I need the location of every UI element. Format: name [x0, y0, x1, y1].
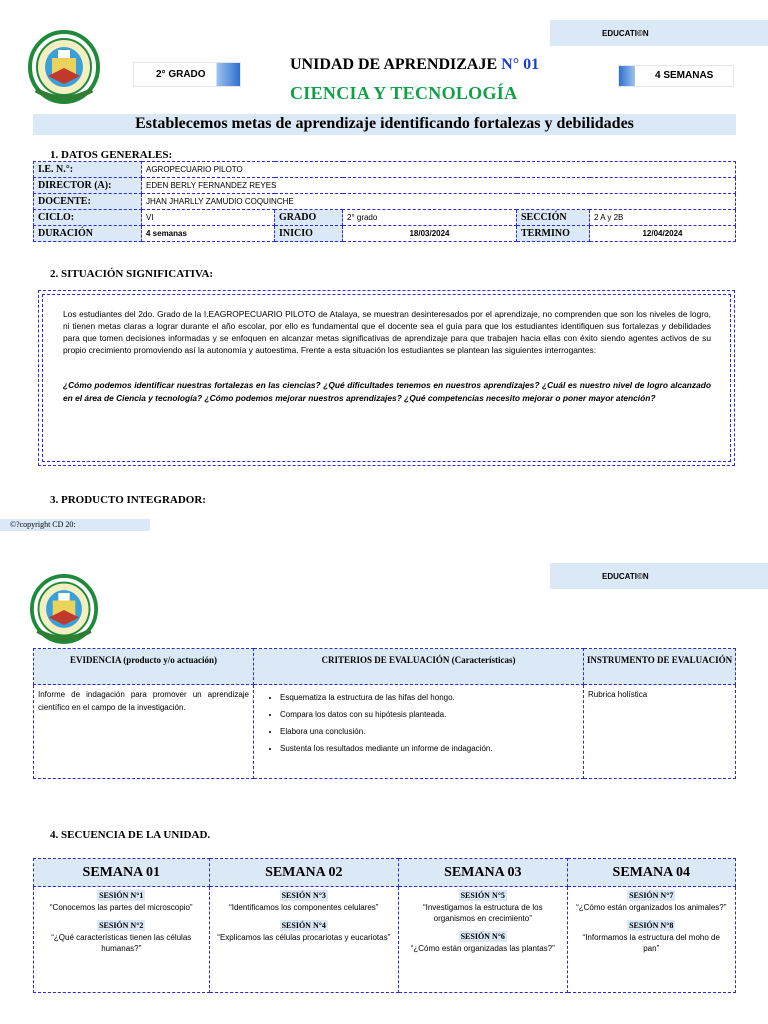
grado-label: GRADO: [275, 210, 343, 226]
session-text: “Conocemos las partes del microscopio”: [49, 903, 193, 912]
main-title: Establecemos metas de aprendizaje identificando fortalezas y debilidades: [33, 114, 736, 135]
session-text: “¿Cómo están organizadas las plantas?”: [410, 944, 555, 953]
grade-badge: 2° GRADO: [133, 62, 241, 87]
brand-label: EDUCATI©N: [602, 29, 649, 38]
week-3-title: SEMANA 03: [399, 859, 567, 887]
situacion-heading: 2. SITUACIÓN SIGNIFICATIVA:: [50, 268, 214, 280]
list-item: • Esquematiza la estructura de las hifas del hongo.: [280, 692, 579, 704]
ie-value: AGROPECUARIO PILOTO: [142, 162, 736, 178]
week-1-cell: [34, 887, 210, 993]
table-row: [34, 210, 736, 226]
unit-title: [290, 56, 539, 74]
week-1-title: SEMANA 01: [34, 859, 210, 887]
unit-number: N° 01: [501, 56, 540, 73]
inicio-value: 18/03/2024: [343, 226, 517, 242]
copyright-note: ©?copyright CD 20:: [0, 519, 150, 531]
table-row: [34, 887, 736, 993]
session-label: SESIÓN N°6: [460, 932, 505, 941]
docente-label: DOCENTE:: [34, 194, 142, 210]
criterios-cell: [254, 685, 584, 779]
brand-label: EDUCATI©N: [602, 572, 649, 581]
criterios-list: [280, 692, 579, 755]
session-label: SESIÓN N°7: [629, 891, 674, 900]
session-label: SESIÓN N°2: [99, 921, 144, 930]
list-item: • Compara los datos con su hipótesis planteada.: [280, 709, 579, 721]
datos-table: [33, 161, 736, 242]
session-label: SESIÓN N°5: [460, 891, 505, 900]
table-row: [34, 685, 736, 779]
table-header-row: [34, 859, 736, 887]
instrumento-cell: Rubrica holística: [584, 685, 736, 779]
week-4-title: SEMANA 04: [567, 859, 736, 887]
week-4-cell: [567, 887, 736, 993]
session-text: “Explicamos las células procariotas y eucariotas”: [217, 933, 391, 942]
producto-heading: 3. PRODUCTO INTEGRADOR:: [50, 494, 206, 506]
weeks-badge: 4 SEMANAS: [618, 65, 734, 87]
secuencia-table: [33, 858, 736, 993]
inicio-label: INICIO: [275, 226, 343, 242]
brand-band-page2: [550, 563, 768, 589]
seccion-value: 2 A y 2B: [590, 210, 736, 226]
session-label: SESIÓN N°3: [281, 891, 326, 900]
subject-title: CIENCIA Y TECNOLOGÍA: [290, 83, 518, 103]
week-2-title: SEMANA 02: [209, 859, 399, 887]
col-criterios: CRITERIOS DE EVALUACIÓN (Características): [254, 649, 584, 685]
session-text: “Identificamos los componentes celulares”: [229, 903, 379, 912]
director-value: EDEN BERLY FERNANDEZ REYES: [142, 178, 736, 194]
table-row: [34, 178, 736, 194]
session-text: “Informamos la estructura del moho de pan”: [582, 933, 720, 953]
situacion-questions: ¿Cómo podemos identificar nuestras fortalezas en las ciencias? ¿Qué dificultades tenemos en nuestros aprendizajes? ¿Cuál es nuestro nivel de logro alcanzado en el área de Ciencia y tecnología? ¿Cómo podemos mejorar nuestros aprendizajes? ¿Qué competencias necesito mejorar o poner mayor atención?: [63, 380, 711, 403]
duracion-label: DURACIÓN: [34, 226, 142, 242]
situacion-box: [38, 290, 735, 466]
director-label: DIRECTOR (A):: [34, 178, 142, 194]
docente-value: JHAN JHARLLY ZAMUDIO COQUINCHE: [142, 194, 736, 210]
evaluacion-table: [33, 648, 736, 779]
ciclo-value: VI: [142, 210, 275, 226]
session-text: “¿Cómo están organizados los animales?”: [576, 903, 727, 912]
table-row: [34, 226, 736, 242]
situacion-body: Los estudiantes del 2do. Grado de la I.EAGROPECUARIO PILOTO de Atalaya, se muestran desinteresados por el aprendizaje, no comprenden que son los niveles de logro, ni tienen metas claras a lograr durante el año escolar, por ello es fundamental que el docente sea el guía para que los estudiantes identifiquen sus fortalezas y debilidades para que tomen decisiones informadas y se enfoquen en alcanzar metas significativas de aprendizaje para que trabajen hacia ellas con éxito siendo agentes activos de su propio crecimiento promoviendo así la autonomía y autoestima. Frente a esta situación los estudiantes se plantean las siguientes interrogantes:: [63, 309, 711, 355]
ciclo-label: CICLO:: [34, 210, 142, 226]
ie-label: I.E. N.°:: [34, 162, 142, 178]
evidencia-cell: Informe de indagación para promover un aprendizaje científico en el campo de la investigación.: [34, 685, 254, 779]
week-3-cell: [399, 887, 567, 993]
session-label: SESIÓN N°8: [629, 921, 674, 930]
duracion-value: 4 semanas: [142, 226, 275, 242]
week-2-cell: [209, 887, 399, 993]
unit-title-text: UNIDAD DE APRENDIZAJE: [290, 56, 498, 73]
table-header-row: [34, 649, 736, 685]
table-row: [34, 162, 736, 178]
termino-value: 12/04/2024: [590, 226, 736, 242]
list-item: • Sustenta los resultados mediante un informe de indagación.: [280, 743, 579, 755]
datos-heading: 1. DATOS GENERALES:: [50, 149, 173, 161]
seccion-label: SECCIÓN: [517, 210, 590, 226]
secuencia-heading: 4. SECUENCIA DE LA UNIDAD.: [50, 829, 211, 841]
brand-band: [550, 20, 768, 46]
col-instrumento: INSTRUMENTO DE EVALUACIÓN: [584, 649, 736, 685]
col-evidencia: EVIDENCIA (producto y/o actuación): [34, 649, 254, 685]
termino-label: TERMINO: [517, 226, 590, 242]
session-text: “Investigamos la estructura de los organismos en crecimiento”: [422, 903, 543, 923]
list-item: • Elabora una conclusión.: [280, 726, 579, 738]
grado-value: 2° grado: [343, 210, 517, 226]
school-logo: [28, 30, 100, 104]
table-row: [34, 194, 736, 210]
session-label: SESIÓN N°4: [281, 921, 326, 930]
school-logo-page2: [30, 574, 98, 644]
session-label: SESIÓN N°1: [99, 891, 144, 900]
session-text: “¿Qué características tienen las células humanas?”: [51, 933, 192, 953]
